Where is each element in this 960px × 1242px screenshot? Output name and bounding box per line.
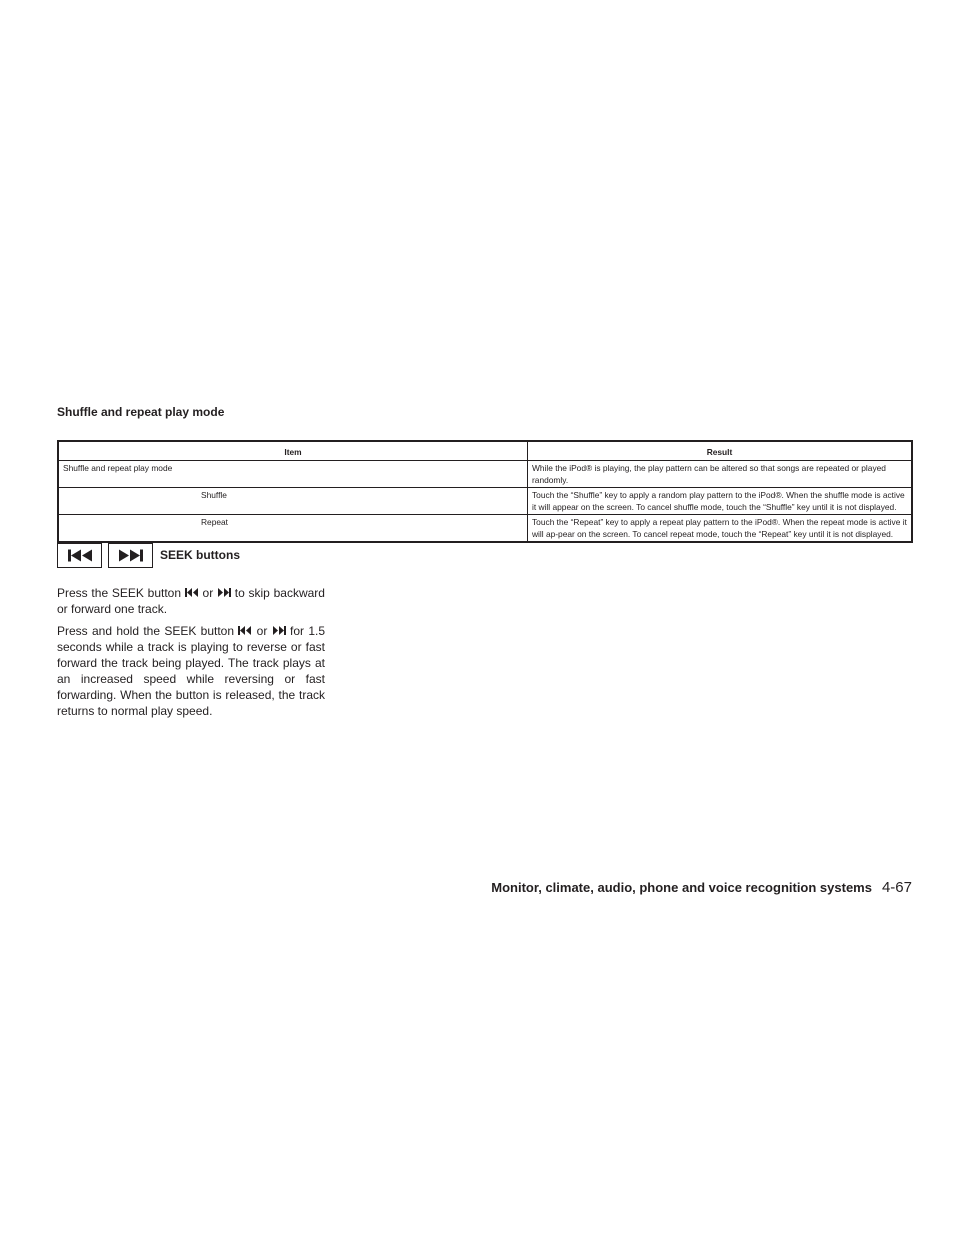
seek-back-icon <box>238 626 252 635</box>
section-heading: Shuffle and repeat play mode <box>57 405 225 419</box>
seek-p2-text: Press and hold the SEEK button <box>57 624 235 638</box>
table-cell-item: Shuffle and repeat play mode <box>58 461 528 488</box>
table-cell-result: Touch the “Repeat” key to apply a repeat play pattern to the iPod®. When the repeat mode is active it will ap-pear on the screen. To cancel repeat mode, touch the “Repeat” key until it is not displayed. <box>532 517 907 539</box>
seek-buttons-title: SEEK buttons <box>160 548 240 562</box>
seek-forward-icon <box>118 549 144 562</box>
seek-back-icon <box>185 588 199 597</box>
table-cell-item: Repeat <box>58 515 528 543</box>
seek-back-icon <box>67 549 93 562</box>
table-cell-result: While the iPod® is playing, the play pattern can be altered so that songs are repeated or played randomly. <box>528 461 913 488</box>
table-header-row <box>58 441 912 461</box>
seek-back-button-figure <box>57 543 102 568</box>
seek-forward-icon <box>217 588 231 597</box>
seek-forward-button-figure <box>108 543 153 568</box>
page-number: 4-67 <box>881 879 912 896</box>
table-row <box>58 488 912 515</box>
seek-p1-text: Press the SEEK button <box>57 586 182 600</box>
seek-p1-text-end: to skip backward or forward one track. <box>57 586 325 616</box>
page-footer <box>0 879 912 897</box>
seek-p1-or: or <box>202 586 214 600</box>
seek-p2-text-end: for 1.5 seconds while a track is playing to reverse or fast forward the track being played. The track plays at an increased speed while reversing or fast forwarding. When the button is released, the track returns to normal play speed. <box>57 624 325 718</box>
table-row <box>58 461 912 488</box>
spec-table <box>57 440 913 543</box>
table-cell-result: Touch the “Shuffle” key to apply a random play pattern to the iPod®. When the shuffle mode is active it will appear on the screen. To cancel shuffle mode, touch the “Shuffle” key until it is not displayed. <box>528 488 913 515</box>
table-cell-item: Shuffle <box>58 488 528 515</box>
table-row <box>58 515 912 543</box>
seek-p2-or: or <box>256 624 268 638</box>
seek-forward-icon <box>272 626 286 635</box>
table-header-item: Item <box>58 441 528 461</box>
table-header-result: Result <box>528 441 913 461</box>
seek-paragraph-2 <box>57 623 325 719</box>
footer-section-title: Monitor, climate, audio, phone and voice recognition systems <box>491 880 872 895</box>
seek-paragraph-1 <box>57 585 325 617</box>
